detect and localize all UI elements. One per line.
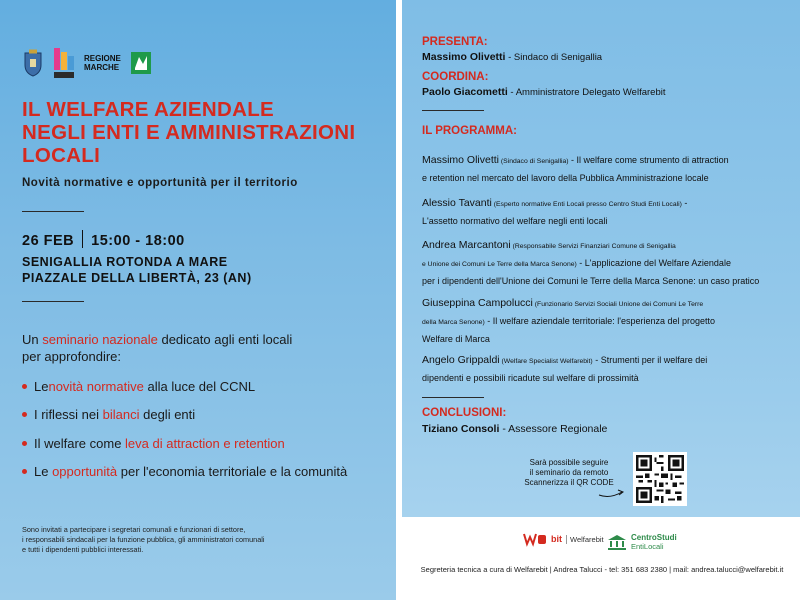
building-icon (607, 534, 627, 550)
programma-item (422, 195, 782, 229)
speaker-name: Giuseppina Campolucci (422, 297, 533, 309)
speaker-role: (Responsabile Servizi Finanziari Comune di Senigallia (510, 243, 676, 250)
speaker-role-cont: della Marca Senone) (422, 319, 485, 326)
intro-highlight: seminario nazionale (42, 332, 158, 347)
qr-code[interactable] (633, 452, 687, 506)
event-date: 26 FEB (22, 233, 75, 249)
footer (402, 517, 800, 600)
contact-line: Segreteria tecnica a cura di Welfarebit | Andrea Talucci - tel: 351 683 2380 | mail: andrea.talucci@welfarebit.it (420, 565, 784, 574)
centro-studi-text (631, 533, 677, 551)
intro-text (22, 331, 362, 365)
bullet-icon (22, 412, 27, 417)
programma-heading: IL PROGRAMMA: (422, 125, 517, 137)
date-separator (82, 230, 83, 248)
programma-item (422, 352, 782, 386)
talk-title-cont: dipendenti e possibili ricadute sul welfare di prossimità (422, 373, 639, 383)
arrow-right-icon (598, 486, 618, 496)
bullet-pre: Le (34, 464, 53, 479)
speaker-role-cont: e Unione dei Comuni Le Terre della Marca Senone) (422, 261, 577, 268)
speaker-role: (Esperto normative Enti Locali presso Centro Studi Enti Locali) (491, 201, 682, 208)
bullet-pre: Le (34, 379, 49, 394)
conclusioni-role: - Assessore Regionale (499, 423, 608, 435)
conclusioni-line (422, 423, 607, 435)
event-venue (22, 254, 252, 286)
coordina-line (422, 86, 665, 98)
anci-logo-icon (54, 48, 74, 78)
coordina-name: Paolo Giacometti (422, 86, 508, 98)
conclusioni-name: Tiziano Consoli (422, 423, 500, 435)
bullet-icon (22, 384, 27, 389)
event-datetime (22, 230, 185, 249)
centro-studi-logo (607, 533, 677, 551)
bullet-item (22, 407, 195, 422)
bullet-post: alla luce del CCNL (143, 379, 256, 394)
bullet-pre: Il welfare come (34, 436, 126, 451)
bullet-highlight: bilanci (102, 407, 140, 422)
centro-studi-sub: EntiLocali (631, 542, 664, 551)
venue-line-2: PIAZZALE DELLA LIBERTÀ, 23 (AN) (22, 271, 252, 285)
intro-a: Un (22, 332, 43, 347)
regione-marche-text: REGIONE MARCHE (84, 54, 121, 72)
welfarebit-name: Welfarebit (566, 535, 604, 544)
bullet-highlight: novità normative (48, 379, 144, 394)
programma-item (422, 237, 782, 289)
speaker-name: Angelo Grippaldi (422, 354, 500, 366)
event-time: 15:00 - 18:00 (91, 233, 185, 249)
intro-c: dedicato agli enti locali (157, 332, 293, 347)
welfarebit-brand: bit (551, 534, 562, 544)
bullet-highlight: opportunità (52, 464, 118, 479)
talk-title: - Strumenti per il welfare dei (592, 355, 708, 365)
coordina-role: - Amministratore Delegato Welfarebit (507, 87, 666, 98)
bullet-pre: I riflessi nei (34, 407, 103, 422)
regione-marche-logo-icon (131, 52, 151, 74)
talk-title-cont: Welfare di Marca (422, 334, 490, 344)
speaker-name: Andrea Marcantoni (422, 239, 511, 251)
presenta-heading: PRESENTA: (422, 36, 488, 48)
welfarebit-logo-icon (523, 531, 547, 547)
programma-item (422, 295, 782, 347)
speaker-role: (Sindaco di Senigallia) (499, 158, 569, 165)
divider (422, 397, 484, 398)
bullet-item (22, 379, 255, 394)
bullet-icon (22, 441, 27, 446)
speaker-role: (Funzionario Servizi Sociali Unione dei Comuni Le Terre (532, 301, 704, 308)
presenta-line (422, 51, 602, 63)
invitation-note: Sono invitati a partecipare i segretari comunali e funzionari di settore, i responsabili sindacali per la funzione pubblica, gli amministratori comunali e tutti i dipendenti pubblici interessati. (22, 525, 265, 554)
event-title: IL WELFARE AZIENDALE NEGLI ENTI E AMMINISTRAZIONI LOCALI (22, 98, 356, 167)
talk-title-cont: e retention nel mercato del lavoro della Pubblica Amministrazione locale (422, 173, 709, 183)
qr-instructions: Sarà possibile seguire il seminario da remoto Scannerizza il QR CODE (524, 458, 614, 487)
centro-studi-name: CentroStudi (631, 533, 677, 542)
welfarebit-logo (523, 531, 604, 547)
talk-title: - Il welfare come strumento di attraction (568, 155, 729, 165)
bullet-post: degli enti (139, 407, 196, 422)
bullet-icon (22, 469, 27, 474)
divider (22, 301, 84, 302)
event-subtitle: Novità normative e opportunità per il territorio (22, 177, 298, 189)
speaker-name: Alessio Tavanti (422, 197, 492, 209)
talk-title: - (681, 198, 688, 208)
bullet-item (22, 436, 285, 451)
conclusioni-heading: CONCLUSIONI: (422, 407, 507, 419)
logo-row (22, 47, 151, 79)
coordina-heading: COORDINA: (422, 71, 489, 83)
venue-line-1: SENIGALLIA ROTONDA A MARE (22, 255, 228, 269)
talk-title-cont: per i dipendenti dell'Unione dei Comuni le Terre della Marca Senone: un caso pratico (422, 276, 760, 286)
speaker-name: Massimo Olivetti (422, 154, 500, 166)
divider (22, 211, 84, 212)
programma-item (422, 152, 782, 186)
talk-title: - L'applicazione del Welfare Aziendale (576, 258, 731, 268)
bullet-item (22, 464, 347, 479)
talk-title-cont: L'assetto normativo del welfare negli enti locali (422, 216, 608, 226)
divider (422, 110, 484, 111)
talk-title: - Il welfare aziendale territoriale: l'esperienza del progetto (484, 316, 716, 326)
intro-d: per approfondire: (22, 349, 122, 364)
presenta-name: Massimo Olivetti (422, 51, 506, 63)
speaker-role: (Welfare Specialist Welfarebit) (499, 358, 593, 365)
bullet-highlight: leva di attraction e retention (125, 436, 285, 451)
left-panel (0, 0, 396, 600)
bullet-post: per l'economia territoriale e la comunità (117, 464, 348, 479)
senigallia-crest-icon (22, 49, 44, 77)
presenta-role: - Sindaco di Senigallia (505, 52, 603, 63)
